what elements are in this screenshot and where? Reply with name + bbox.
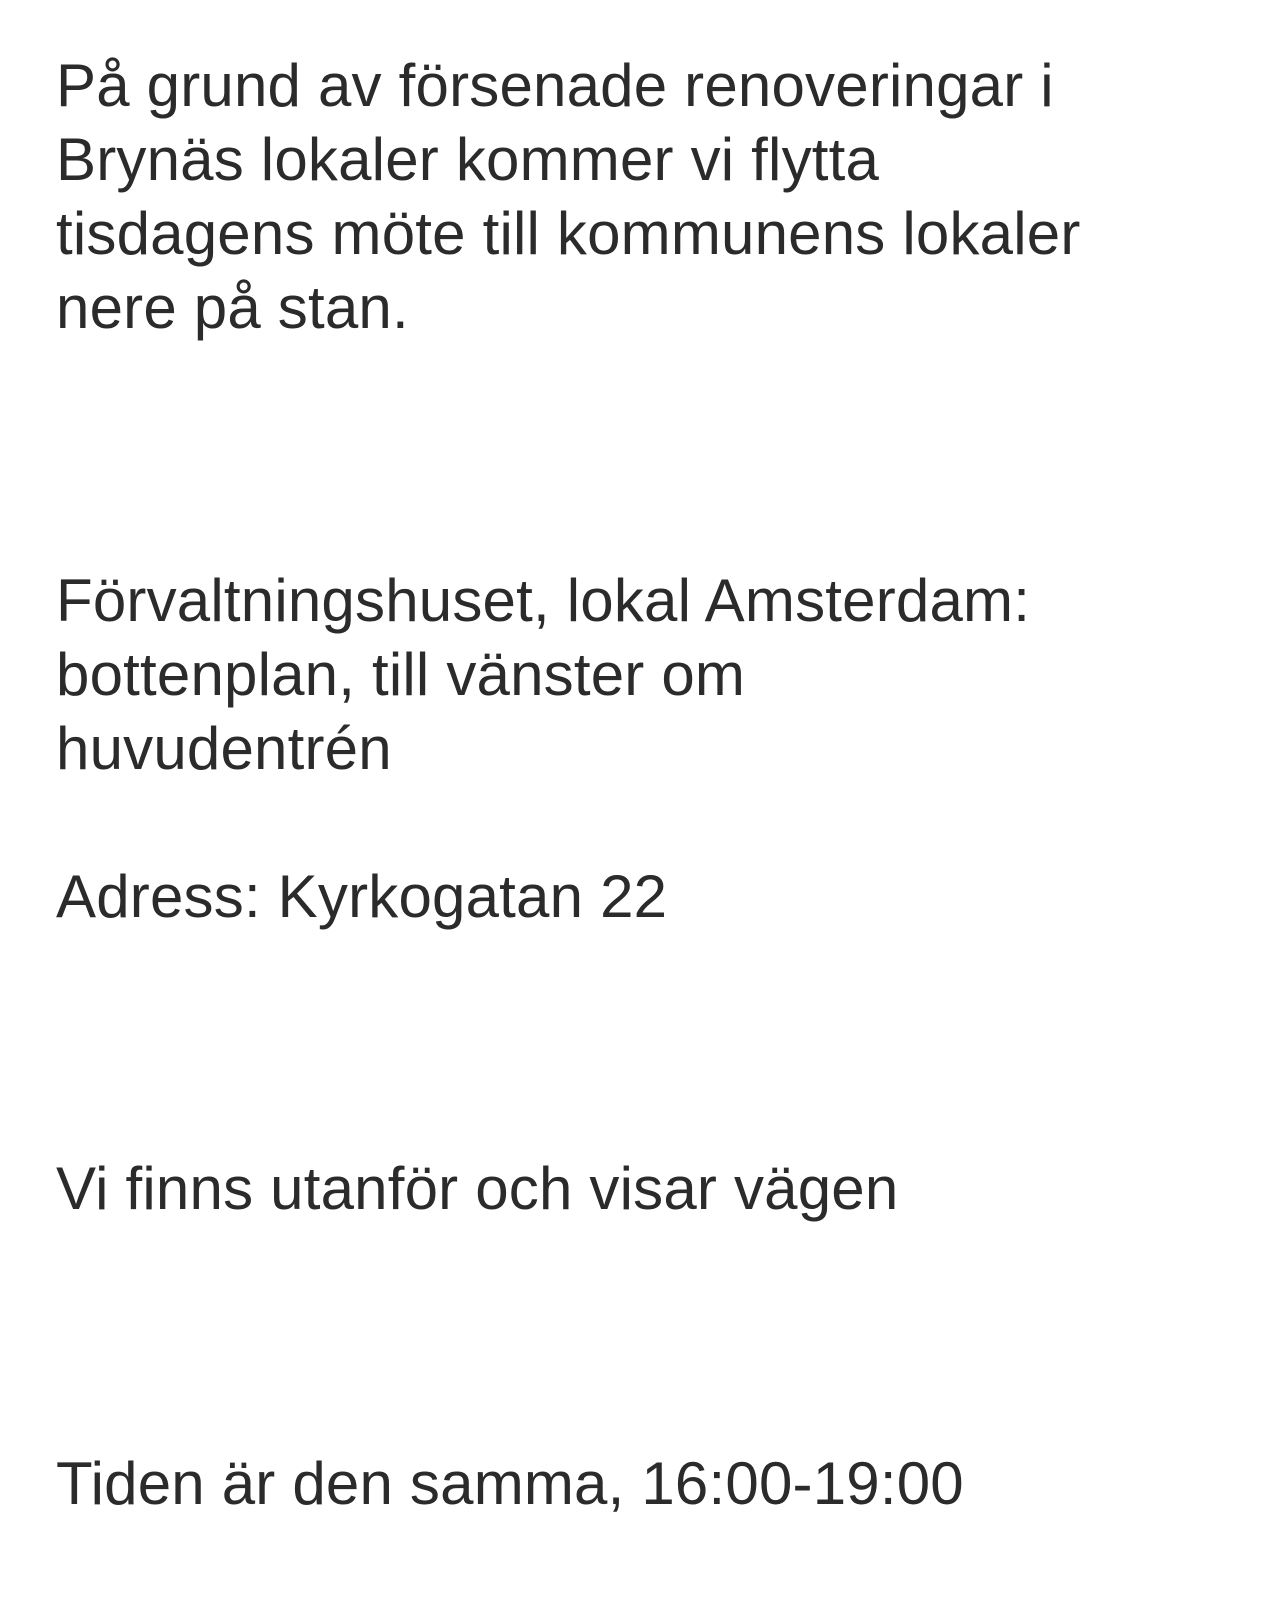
address-line: Adress: Kyrkogatan 22 [56,863,668,930]
time-text [56,1447,1196,1521]
guide-line: Vi finns utanför och visar vägen [56,1155,899,1222]
location-line: huvudentrén [56,715,392,782]
address-text [56,860,1196,934]
guide-text [56,1152,1196,1226]
intro-line: Brynäs lokaler kommer vi flytta [56,126,880,193]
intro-line: nere på stan. [56,274,409,341]
intro-paragraph [56,49,1196,345]
location-paragraph [56,564,1196,786]
location-line: bottenplan, till vänster om [56,641,746,708]
time-line: Tiden är den samma, 16:00-19:00 [56,1450,964,1517]
intro-line: tisdagens möte till kommunens lokaler [56,200,1081,267]
intro-line: På grund av försenade renoveringar i [56,52,1054,119]
location-line: Förvaltningshuset, lokal Amsterdam: [56,567,1031,634]
